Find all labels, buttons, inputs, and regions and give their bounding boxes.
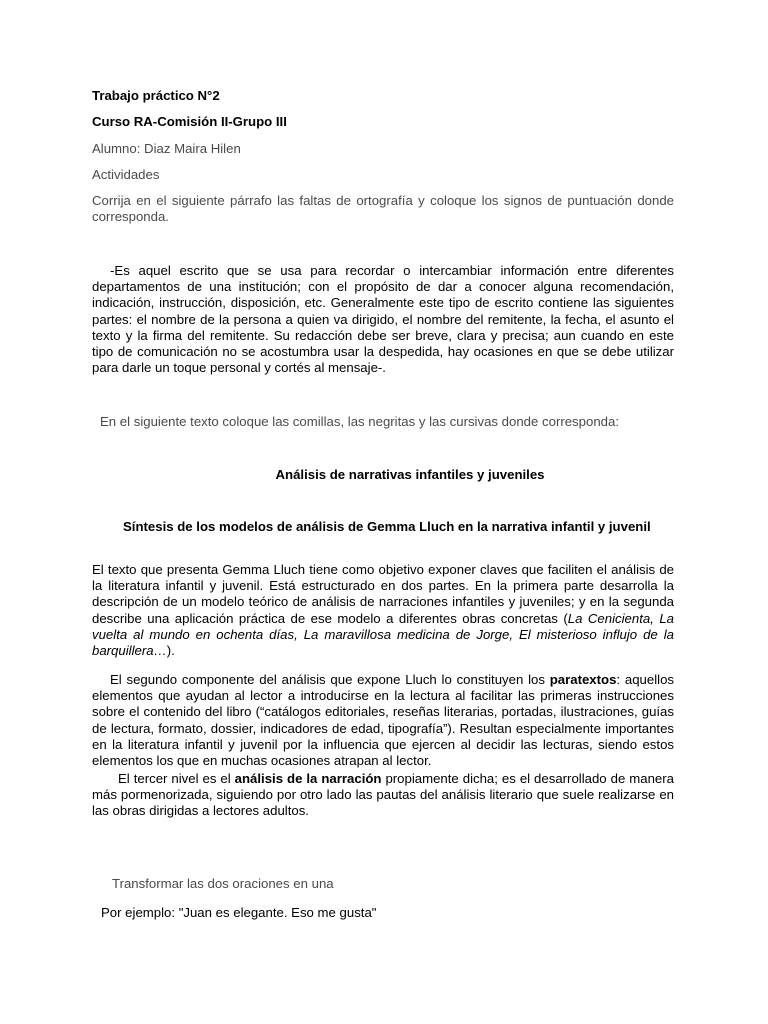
article-paragraph-1 (92, 562, 674, 659)
article-subtitle: Síntesis de los modelos de análisis de Gemma Lluch en la narrativa infantil y juvenil (123, 519, 651, 534)
example-line: Por ejemplo: "Juan es elegante. Eso me gusta" (101, 905, 377, 920)
article-paragraph-2 (92, 672, 674, 769)
p2-bold-paratextos: paratextos (549, 672, 617, 687)
p1-end: ). (166, 643, 175, 659)
memo-paragraph: -Es aquel escrito que se usa para recordar o intercambiar información entre diferentes departamentos de una institución; con el propósito de dar a conocer alguna recomendación, indicación, instrucción, disposición, etc. Generalmente este tipo de escrito contiene las siguientes partes: el nombre de la persona a quien va dirigido, el nombre del remitente, la fecha, el asunto el texto y la firma del remitente. Su redacción debe ser breve, clara y precisa; aun cuando en este tipo de comunicación no se acostumbra usar la despedida, hay ocasiones en que se debe utilizar para darle un toque personal y cortés al mensaje-. (92, 263, 674, 376)
p2-rest: : aquellos elementos que ayudan al lector a introducirse en la lectura al facilitar las primeras instrucciones sobre el contenido del libro (“catálogos editoriales, reseñas literarias, portadas, ilustraciones, guías de lectura, formato, dossier, indicadores de edad, tipografía”). Resultan especialmente importantes en la literatura infantil y juvenil por la influencia que ejercen al decidir las lecturas, siendo estos elementos los que en muchas ocasiones atrapan al lector. (92, 672, 674, 769)
activities-heading: Actividades (92, 167, 160, 182)
p3-bold-narracion: análisis de la narración (234, 771, 382, 786)
article-paragraph-3 (92, 771, 674, 820)
student-line: Alumno: Diaz Maira Hilen (92, 141, 241, 156)
instruction-transform: Transformar las dos oraciones en una (112, 876, 334, 891)
course-line: Curso RA-Comisión II-Grupo III (92, 114, 287, 129)
p1-text: El texto que presenta Gemma Lluch tiene como objetivo exponer claves que faciliten el análisis de la literatura infantil y juvenil. Está estructurado en dos partes. En la primera parte desarrolla la descripción de un modelo teórico de análisis de narraciones infantiles y juveniles; y en la segunda describe una aplicación práctica de ese modelo a diferentes obras concretas ( (92, 562, 674, 626)
p1-works-italic: La Cenicienta, La vuelta al mundo en ochenta días, La maravillosa medicina de Jorge, El misterioso influjo de la barquillera… (92, 610, 674, 659)
p3-rest: propiamente dicha; es el desarrollado de manera más pormenorizada, siguiendo por otro lado las pautas del análisis literario que suele realizarse en las obras dirigidas a lectores adultos. (92, 771, 674, 819)
article-title: Análisis de narrativas infantiles y juveniles (275, 467, 545, 482)
instruction-formatting: En el siguiente texto coloque las comillas, las negritas y las cursivas donde corresponda: (100, 414, 619, 429)
p2-start: El segundo componente del análisis que expone Lluch lo constituyen los (110, 672, 550, 687)
p3-start: El tercer nivel es el (118, 771, 235, 786)
instruction-orthography: Corrija en el siguiente párrafo las faltas de ortografía y coloque los signos de puntuación donde corresponda. (92, 193, 674, 225)
doc-title: Trabajo práctico N°2 (92, 88, 220, 103)
